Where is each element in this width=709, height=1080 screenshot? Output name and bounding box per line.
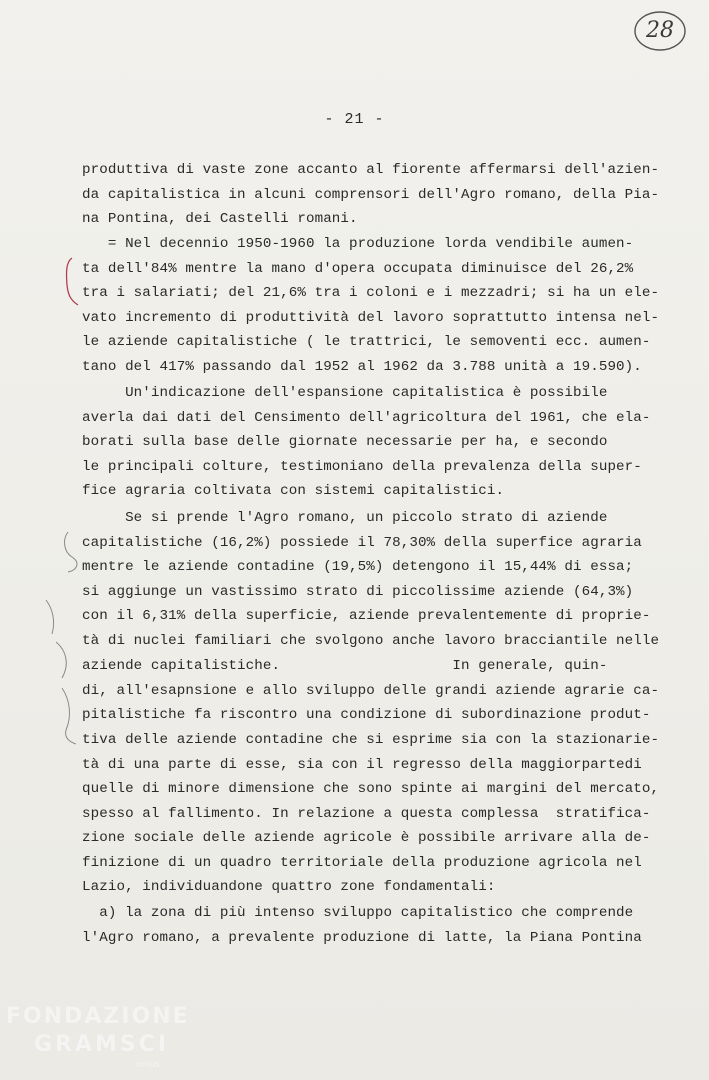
text-line: le principali colture, testimoniano della prevalenza della super- [82, 459, 642, 475]
text-line: vato incremento di produttività del lavoro soprattutto intensa nel- [82, 310, 660, 326]
text-line: averla dai dati del Censimento dell'agricoltura del 1961, che ela- [82, 410, 651, 426]
text-line: capitalistiche (16,2%) possiede il 78,30% della superfice agraria [82, 535, 642, 551]
text-line: ta dell'84% mentre la mano d'opera occupata diminuisce del 26,2% [82, 261, 634, 277]
text-line: di, all'esapnsione e allo sviluppo delle grandi aziende agrarie ca- [82, 683, 660, 699]
text-line: na Pontina, dei Castelli romani. [82, 211, 358, 227]
text-line: aziende capitalistiche. In generale, quin- [82, 658, 608, 674]
text-line: le aziende capitalistiche ( le trattrici, le semoventi ecc. aumen- [82, 334, 651, 350]
text-line: Un'indicazione dell'espansione capitalistica è possibile [82, 385, 608, 401]
margin-curve-mark [46, 600, 54, 634]
text-line: l'Agro romano, a prevalente produzione di latte, la Piana Pontina [82, 930, 642, 946]
text-line: quelle di minore dimensione che sono spinte ai margini del mercato, [82, 781, 660, 797]
text-line: pitalistiche fa riscontro una condizione di subordinazione produt- [82, 707, 651, 723]
margin-curve-mark [65, 532, 77, 572]
text-line: con il 6,31% della superficie, aziende prevalentemente di proprie- [82, 608, 651, 624]
text-line: tà di nuclei familiari che svolgono anche lavoro bracciantile nelle [82, 633, 660, 649]
archive-number-stamp [632, 8, 688, 54]
text-line: tra i salariati; del 21,6% tra i coloni e i mezzadri; si ha un ele- [82, 285, 660, 301]
text-line: a) la zona di più intenso sviluppo capitalistico che comprende [82, 905, 634, 921]
text-line: Lazio, individuandone quattro zone fondamentali: [82, 879, 496, 895]
margin-bracket-mark [67, 258, 78, 305]
watermark-line: onlus [136, 1060, 161, 1070]
stamp-number: 28 [646, 18, 674, 43]
text-line: = Nel decennio 1950-1960 la produzione lorda vendibile aumen- [82, 236, 634, 252]
watermark-line: FONDAZIONE [6, 1004, 190, 1029]
text-line: zione sociale delle aziende agricole è possibile arrivare alla de- [82, 830, 651, 846]
text-line: da capitalistica in alcuni comprensori dell'Agro romano, della Pia- [82, 187, 660, 203]
text-line: spesso al fallimento. In relazione a questa complessa stratifica- [82, 806, 651, 822]
text-line: tà di una parte di esse, sia con il regresso della maggiorpartedi [82, 757, 642, 773]
text-line: tano del 417% passando dal 1952 al 1962 da 3.788 unità a 19.590). [82, 359, 642, 375]
watermark-line: GRAMSCI [34, 1032, 170, 1057]
foundation-watermark [6, 1004, 190, 1074]
text-line: finizione di un quadro territoriale della produzione agricola nel [82, 855, 642, 871]
text-line: tiva delle aziende contadine che si esprime sia con la stazionarie- [82, 732, 660, 748]
text-line: fice agraria coltivata con sistemi capitalistici. [82, 483, 505, 499]
margin-curve-mark [62, 688, 76, 744]
margin-curve-mark [56, 642, 66, 678]
text-line: produttiva di vaste zone accanto al fiorente affermarsi dell'azien- [82, 162, 660, 178]
text-line: borati sulla base delle giornate necessarie per ha, e secondo [82, 434, 608, 450]
text-line: si aggiunge un vastissimo strato di piccolissime aziende (64,3%) [82, 584, 634, 600]
page-number: - 21 - [324, 111, 385, 128]
text-line: mentre le aziende contadine (19,5%) detengono il 15,44% di essa; [82, 559, 634, 575]
text-line: Se si prende l'Agro romano, un piccolo strato di aziende [82, 510, 608, 526]
